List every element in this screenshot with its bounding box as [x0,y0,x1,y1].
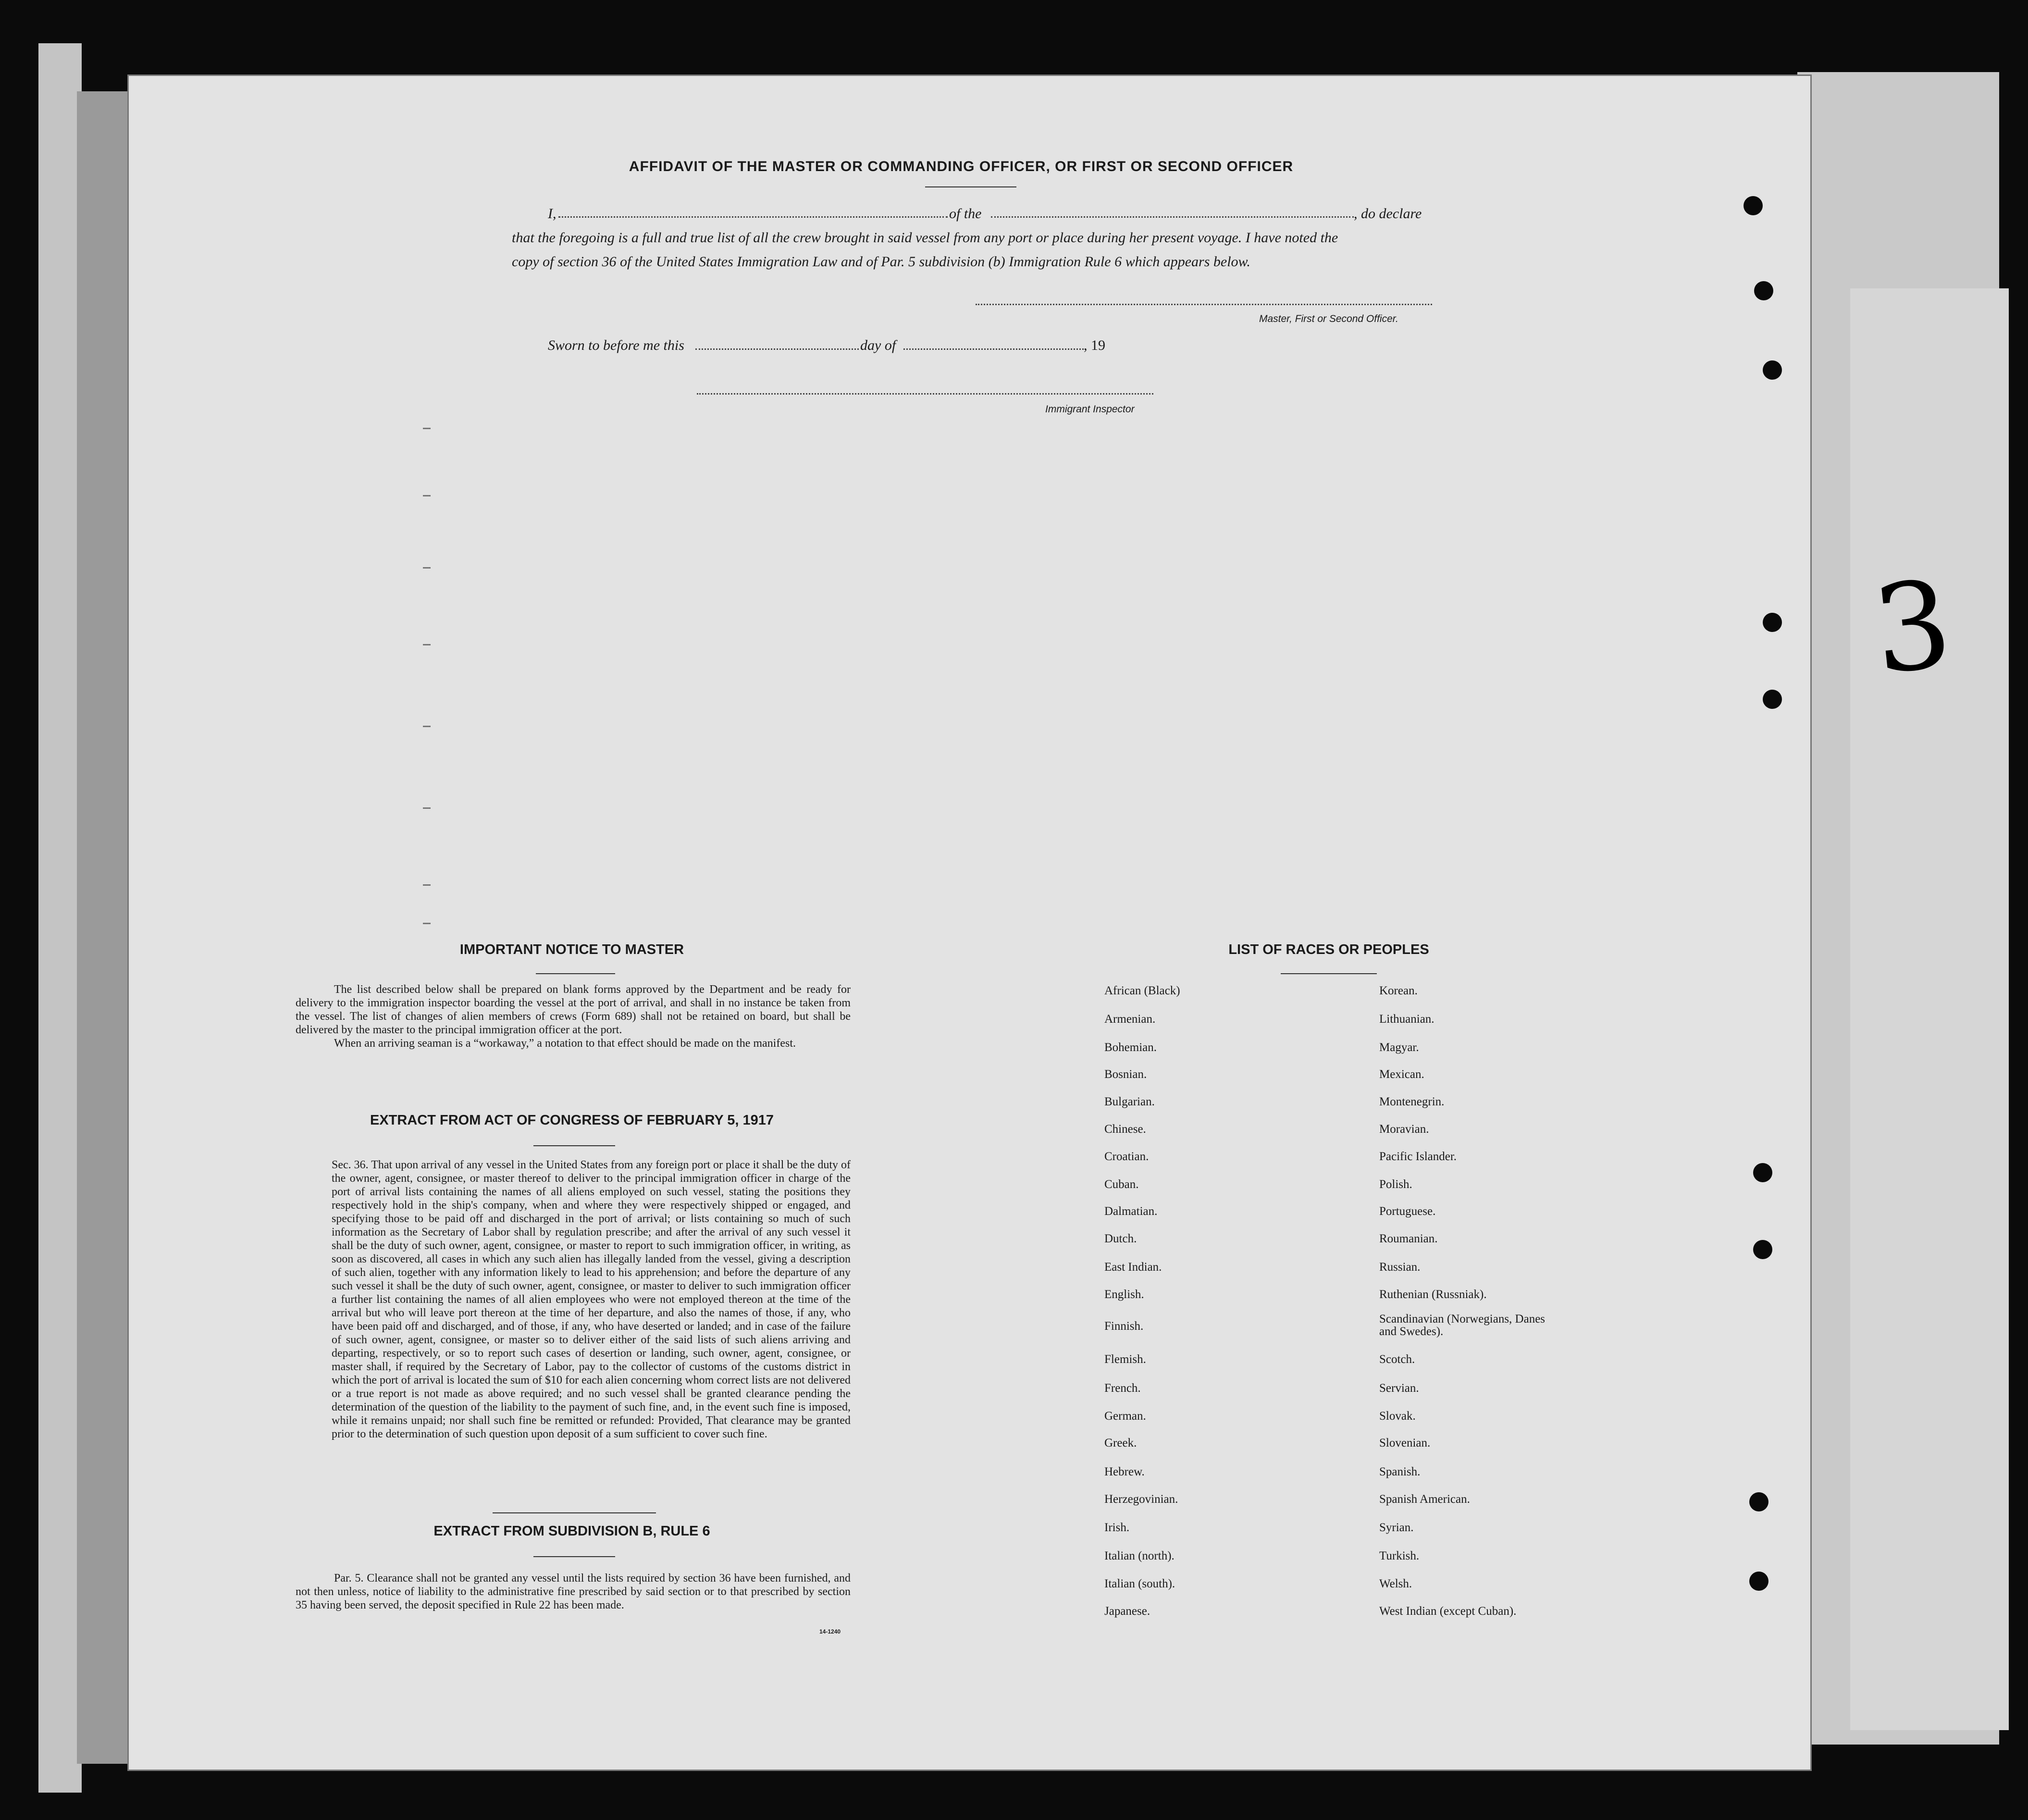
race-item: Slovak. [1379,1410,1416,1423]
act-rule [533,1145,615,1146]
affidavit-line2: that the foregoing is a full and true list of all the crew brought in said vessel from any port or place during her present voyage. I have noted the [512,230,1338,246]
inspector-caption: Immigrant Inspector [1045,404,1135,415]
race-item: Syrian. [1379,1521,1414,1534]
notice-rule [536,973,615,974]
inspector-signature-line [697,393,1153,395]
race-item: Polish. [1379,1178,1412,1191]
race-item: West Indian (except Cuban). [1379,1605,1517,1618]
affidavit-line1-end: , do declare [1354,206,1422,222]
master-caption: Master, First or Second Officer. [1259,313,1398,324]
vessel-blank [991,216,1354,218]
race-item: Greek. [1104,1436,1137,1449]
race-item: Magyar. [1379,1041,1419,1054]
punch-hole [1754,281,1773,300]
sworn-year: , 19 [1084,337,1105,353]
act-text [332,1158,851,1441]
punch-hole [1749,1572,1768,1591]
margin-dash [423,644,431,645]
race-item: East Indian. [1104,1261,1162,1274]
punch-hole [1749,1492,1768,1511]
sworn-day-label: day of [860,337,896,353]
race-item: Herzegovinian. [1104,1493,1178,1506]
race-item: Scotch. [1379,1353,1415,1366]
scan-edge-left [38,43,82,1793]
act-end-rule [493,1512,656,1513]
race-item: Pacific Islander. [1379,1150,1457,1163]
race-item: Hebrew. [1104,1465,1145,1478]
race-item: English. [1104,1288,1144,1301]
master-signature-line [976,304,1432,305]
sworn-month-blank [903,348,1084,350]
races-rule [1281,973,1377,974]
race-item: Cuban. [1104,1178,1139,1191]
underlying-sheet-2 [1850,288,2009,1730]
punch-hole [1744,196,1763,215]
binding-strip [77,91,130,1764]
race-item: Ruthenian (Russniak). [1379,1288,1487,1301]
sworn-day-blank [695,348,859,350]
race-item: Dalmatian. [1104,1205,1158,1218]
title-rule [925,186,1016,187]
race-item: Croatian. [1104,1150,1149,1163]
race-item: French. [1104,1382,1141,1395]
punch-hole [1753,1240,1772,1259]
race-item: Spanish. [1379,1465,1421,1478]
race-item: Slovenian. [1379,1436,1431,1449]
margin-dash [423,923,431,924]
race-item: Irish. [1104,1521,1130,1534]
race-item: Roumanian. [1379,1232,1438,1245]
race-item: Mexican. [1379,1068,1424,1081]
punch-hole [1763,690,1782,709]
race-item: Flemish. [1104,1353,1146,1366]
notice-para-1: The list described below shall be prepared on blank forms approved by the Department and be ready for delivery to the immigration inspector boarding the vessel at the port of arrival, and shall in no instance be taken from the vessel. The list of changes of alien members of crews (Form 689) shall not be retained on board, but shall be delivered by the master to the principal immigration officer at the port. [296,983,851,1036]
punch-hole [1763,613,1782,632]
race-item: Spanish American. [1379,1493,1470,1506]
race-item: Bohemian. [1104,1041,1157,1054]
margin-dash [423,428,431,429]
race-item: Korean. [1379,984,1418,997]
race-item: Scandinavian (Norwegians, Danes and Swedes). [1379,1312,1546,1338]
margin-dash [423,807,431,809]
rule-par-5: Par. 5. Clearance shall not be granted any vessel until the lists required by section 36 have been furnished, and not then unless, notice of liability to the administrative fine prescribed by said section or to that prescribed by section 35 having been served, the deposit specified in Rule 22 has been made. [296,1572,851,1611]
name-blank [558,216,948,218]
form-code: 14-1240 [819,1628,841,1635]
margin-dash [423,726,431,727]
affidavit-line3: copy of section 36 of the United States Immigration Law and of Par. 5 subdivision (b) Immigration Rule 6 which appears below. [512,254,1250,270]
rule-text [296,1572,851,1612]
notice-para-2: When an arriving seaman is a “workaway,” a notation to that effect should be made on the manifest. [334,1037,796,1050]
affidavit-title: AFFIDAVIT OF THE MASTER OR COMMANDING OFFICER, OR FIRST OR SECOND OFFICER [629,159,1294,174]
punch-hole [1753,1163,1772,1182]
document-page [127,74,1812,1771]
race-item: Servian. [1379,1382,1419,1395]
handwritten-page-number: 3 [1867,554,1958,701]
margin-dash [423,884,431,886]
notice-heading: IMPORTANT NOTICE TO MASTER [459,942,684,957]
race-item: Finnish. [1104,1320,1144,1333]
race-item: Armenian. [1104,1013,1156,1026]
margin-dash [423,495,431,496]
rule-rule [533,1556,615,1557]
race-item: Bulgarian. [1104,1095,1155,1108]
affidavit-line1-mid: of the [949,206,982,222]
affidavit-line1-start: I, [548,206,556,222]
race-item: Bosnian. [1104,1068,1147,1081]
act-section-36: Sec. 36. That upon arrival of any vessel in the United States from any foreign port or place it shall be the duty of the owner, agent, consignee, or master thereof to deliver to the principal immigration officer in charge of the port of arrival lists containing the names of all aliens employed on such vessel, stating the positions they respectively hold in the ship's company, when and where they were respectively shipped or engaged, and specifying those to be paid off and discharged in the port of arrival; or lists containing so much of such information as the Secretary of Labor shall by regulation prescribe; and after the arrival of any such vessel it shall be the duty of such owner, agent, consignee, or master to report to such immigration officer, in writing, as soon as discovered, all cases in which any such alien has illegally landed from the vessel, giving a description of such alien, together with any information likely to lead to his apprehension; and before the departure of any such vessel it shall be the duty of such owner, agent, consignee, or master to deliver to such immigration officer a further list containing the names of all alien employees who were not employed thereon at the time of the arrival but who will leave port thereon at the time of her departure, and also the names of those, if any, who have been paid off and discharged, and of those, if any, who have deserted or landed; and in case of the failure of such owner, agent, consignee, or master so to deliver either of the said lists of such aliens arriving and departing, respectively, or so to report such cases of desertion or landing, such owner, agent, consignee, or master shall, if required by the Secretary of Labor, pay to the collector of customs of the customs district in which the port of arrival is located the sum of $10 for each alien concerning whom correct lists are not delivered or a true report is not made as above required; and no such vessel shall be granted clearance pending the determination of the question of the liability to the payment of such fine, and, in the event such fine is imposed, while it remains unpaid; nor shall such fine be remitted or refunded: Provided, That clearance may be granted prior to the determination of such question upon deposit of a sum sufficient to cover such fine. [332,1159,851,1440]
race-item: Lithuanian. [1379,1013,1434,1026]
race-item: Italian (south). [1104,1577,1175,1590]
margin-dash [423,567,431,569]
race-item: African (Black) [1104,984,1180,997]
rule-heading: EXTRACT FROM SUBDIVISION B, RULE 6 [433,1523,710,1539]
sworn-text: Sworn to before me this [548,337,684,353]
race-item: Chinese. [1104,1123,1146,1136]
race-item: Russian. [1379,1261,1421,1274]
races-heading: LIST OF RACES OR PEOPLES [1228,942,1429,957]
punch-hole [1763,360,1782,380]
race-item: Portuguese. [1379,1205,1436,1218]
race-item: Japanese. [1104,1605,1150,1618]
race-item: Moravian. [1379,1123,1429,1136]
race-item: Italian (north). [1104,1549,1175,1562]
race-item: Welsh. [1379,1577,1412,1590]
race-item: Turkish. [1379,1549,1420,1562]
act-heading: EXTRACT FROM ACT OF CONGRESS OF FEBRUARY 5, 1917 [370,1113,774,1128]
race-item: German. [1104,1410,1146,1423]
race-item: Montenegrin. [1379,1095,1445,1108]
notice-text [296,983,851,1050]
race-item: Dutch. [1104,1232,1137,1245]
